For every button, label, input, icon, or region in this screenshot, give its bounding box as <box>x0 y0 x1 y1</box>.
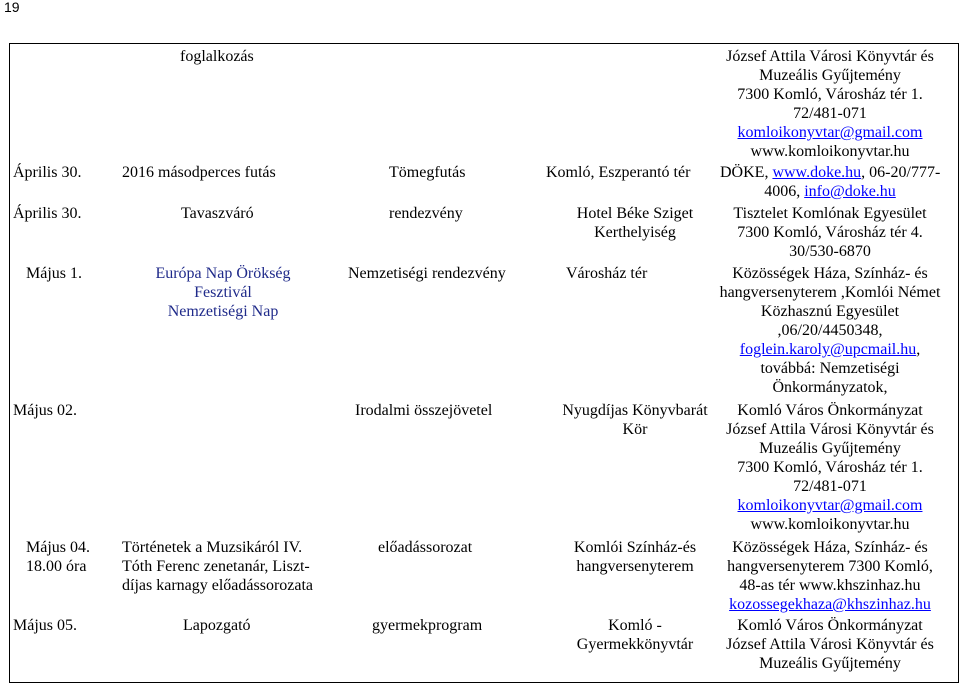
contact-text: DÖKE, <box>720 164 773 181</box>
contact-line: Komló Város Önkormányzat <box>737 617 923 634</box>
event-title: Tóth Ferenc zenetanár, Liszt- <box>122 558 310 575</box>
contact-line: 7300 Komló, Városház tér 1. <box>737 86 923 103</box>
contact-line: továbbá: Nemzetiségi <box>760 360 900 377</box>
email-link[interactable]: info@doke.hu <box>804 183 896 200</box>
event-location: Nyugdíjas Könyvbarát <box>562 402 708 419</box>
contact-phone: , 06-20/777- <box>861 164 941 181</box>
contact-line: Muzeális Gyűjtemény <box>759 655 901 672</box>
event-location: Komló - <box>608 617 662 634</box>
contact-line: Tisztelet Komlónak Egyesület <box>733 205 927 222</box>
event-time: 18.00 óra <box>26 558 87 575</box>
event-title: Fesztivál <box>194 284 252 301</box>
event-date: Május 05. <box>13 617 77 634</box>
email-link[interactable]: kozossegekhaza@khszinhaz.hu <box>729 596 931 613</box>
event-location: Kör <box>622 421 648 438</box>
contact-line: József Attila Városi Könyvtár és <box>726 421 934 438</box>
event-type: Nemzetiségi rendezvény <box>348 265 506 282</box>
contact-line: Közösségek Háza, Színház- és <box>732 265 928 282</box>
event-date: Május 02. <box>13 402 77 419</box>
contact-line: József Attila Városi Könyvtár és <box>726 48 934 65</box>
event-title: Nemzetiségi Nap <box>167 303 279 320</box>
event-location: hangversenyterem <box>576 558 694 575</box>
contact-line: József Attila Városi Könyvtár és <box>726 636 934 653</box>
contact-line: Közhasznú Egyesület <box>760 303 900 320</box>
contact-line: Komló Város Önkormányzat <box>737 402 923 419</box>
event-date: Április 30. <box>13 164 82 181</box>
contact-line: 7300 Komló, Városház tér 1. <box>737 459 923 476</box>
contact-line: Muzeális Gyűjtemény <box>759 440 901 457</box>
contact-phone: 30/530-6870 <box>789 243 871 260</box>
event-title: foglalkozás <box>180 48 254 65</box>
event-type: gyermekprogram <box>372 617 483 634</box>
page-number: 19 <box>4 0 20 15</box>
contact-phone: ,06/20/4450348, <box>777 322 883 339</box>
event-location: Kerthelyiség <box>594 224 676 241</box>
event-date: Április 30. <box>13 205 82 222</box>
email-link[interactable]: komloikonyvtar@gmail.com <box>737 124 923 141</box>
event-type: Irodalmi összejövetel <box>355 402 493 419</box>
event-title: Lapozgató <box>183 617 251 634</box>
contact-phone: 4006, <box>764 183 805 200</box>
event-location: Városház tér <box>566 265 648 282</box>
event-location: Komlói Színház-és <box>573 539 697 556</box>
event-location: Hotel Béke Sziget <box>576 205 694 222</box>
event-type: rendezvény <box>389 205 463 222</box>
event-location: Gyermekkönyvtár <box>576 636 694 653</box>
contact-line: hangversenyterem 7300 Komló, <box>727 558 933 575</box>
event-title: Európa Nap Örökség <box>155 265 291 282</box>
website-link[interactable]: www.komloikonyvtar.hu <box>750 516 910 533</box>
event-title: díjas karnagy előadássorozata <box>122 577 314 594</box>
email-link[interactable]: komloikonyvtar@gmail.com <box>737 497 923 514</box>
event-date: Május 04. <box>26 539 90 556</box>
event-title: 2016 másodperces futás <box>122 164 276 181</box>
contact-line <box>720 163 940 182</box>
contact-line: hangversenyterem ,Komlói Német <box>719 284 941 301</box>
event-title: Történetek a Muzsikáról IV. <box>122 539 303 556</box>
event-type: előadássorozat <box>378 539 473 556</box>
contact-line: 7300 Komló, Városház tér 4. <box>737 224 923 241</box>
event-location: Komló, Eszperantó tér <box>546 164 691 181</box>
event-title: Tavaszváró <box>181 205 254 222</box>
contact-phone: 72/481-071 <box>793 478 867 495</box>
email-link[interactable]: foglein.karoly@upcmail.hu <box>739 341 917 358</box>
website-link[interactable]: www.komloikonyvtar.hu <box>750 143 910 160</box>
contact-line: Közösségek Háza, Színház- és <box>732 539 928 556</box>
contact-line: Muzeális Gyűjtemény <box>759 67 901 84</box>
contact-line: Önkormányzatok, <box>772 379 888 396</box>
contact-phone: 72/481-071 <box>793 105 867 122</box>
event-date: Május 1. <box>26 265 82 282</box>
contact-line: 48-as tér www.khszinhaz.hu <box>739 577 921 594</box>
website-link[interactable]: www.doke.hu <box>772 164 862 181</box>
contact-text: , <box>916 341 921 358</box>
event-type: Tömegfutás <box>389 164 466 181</box>
